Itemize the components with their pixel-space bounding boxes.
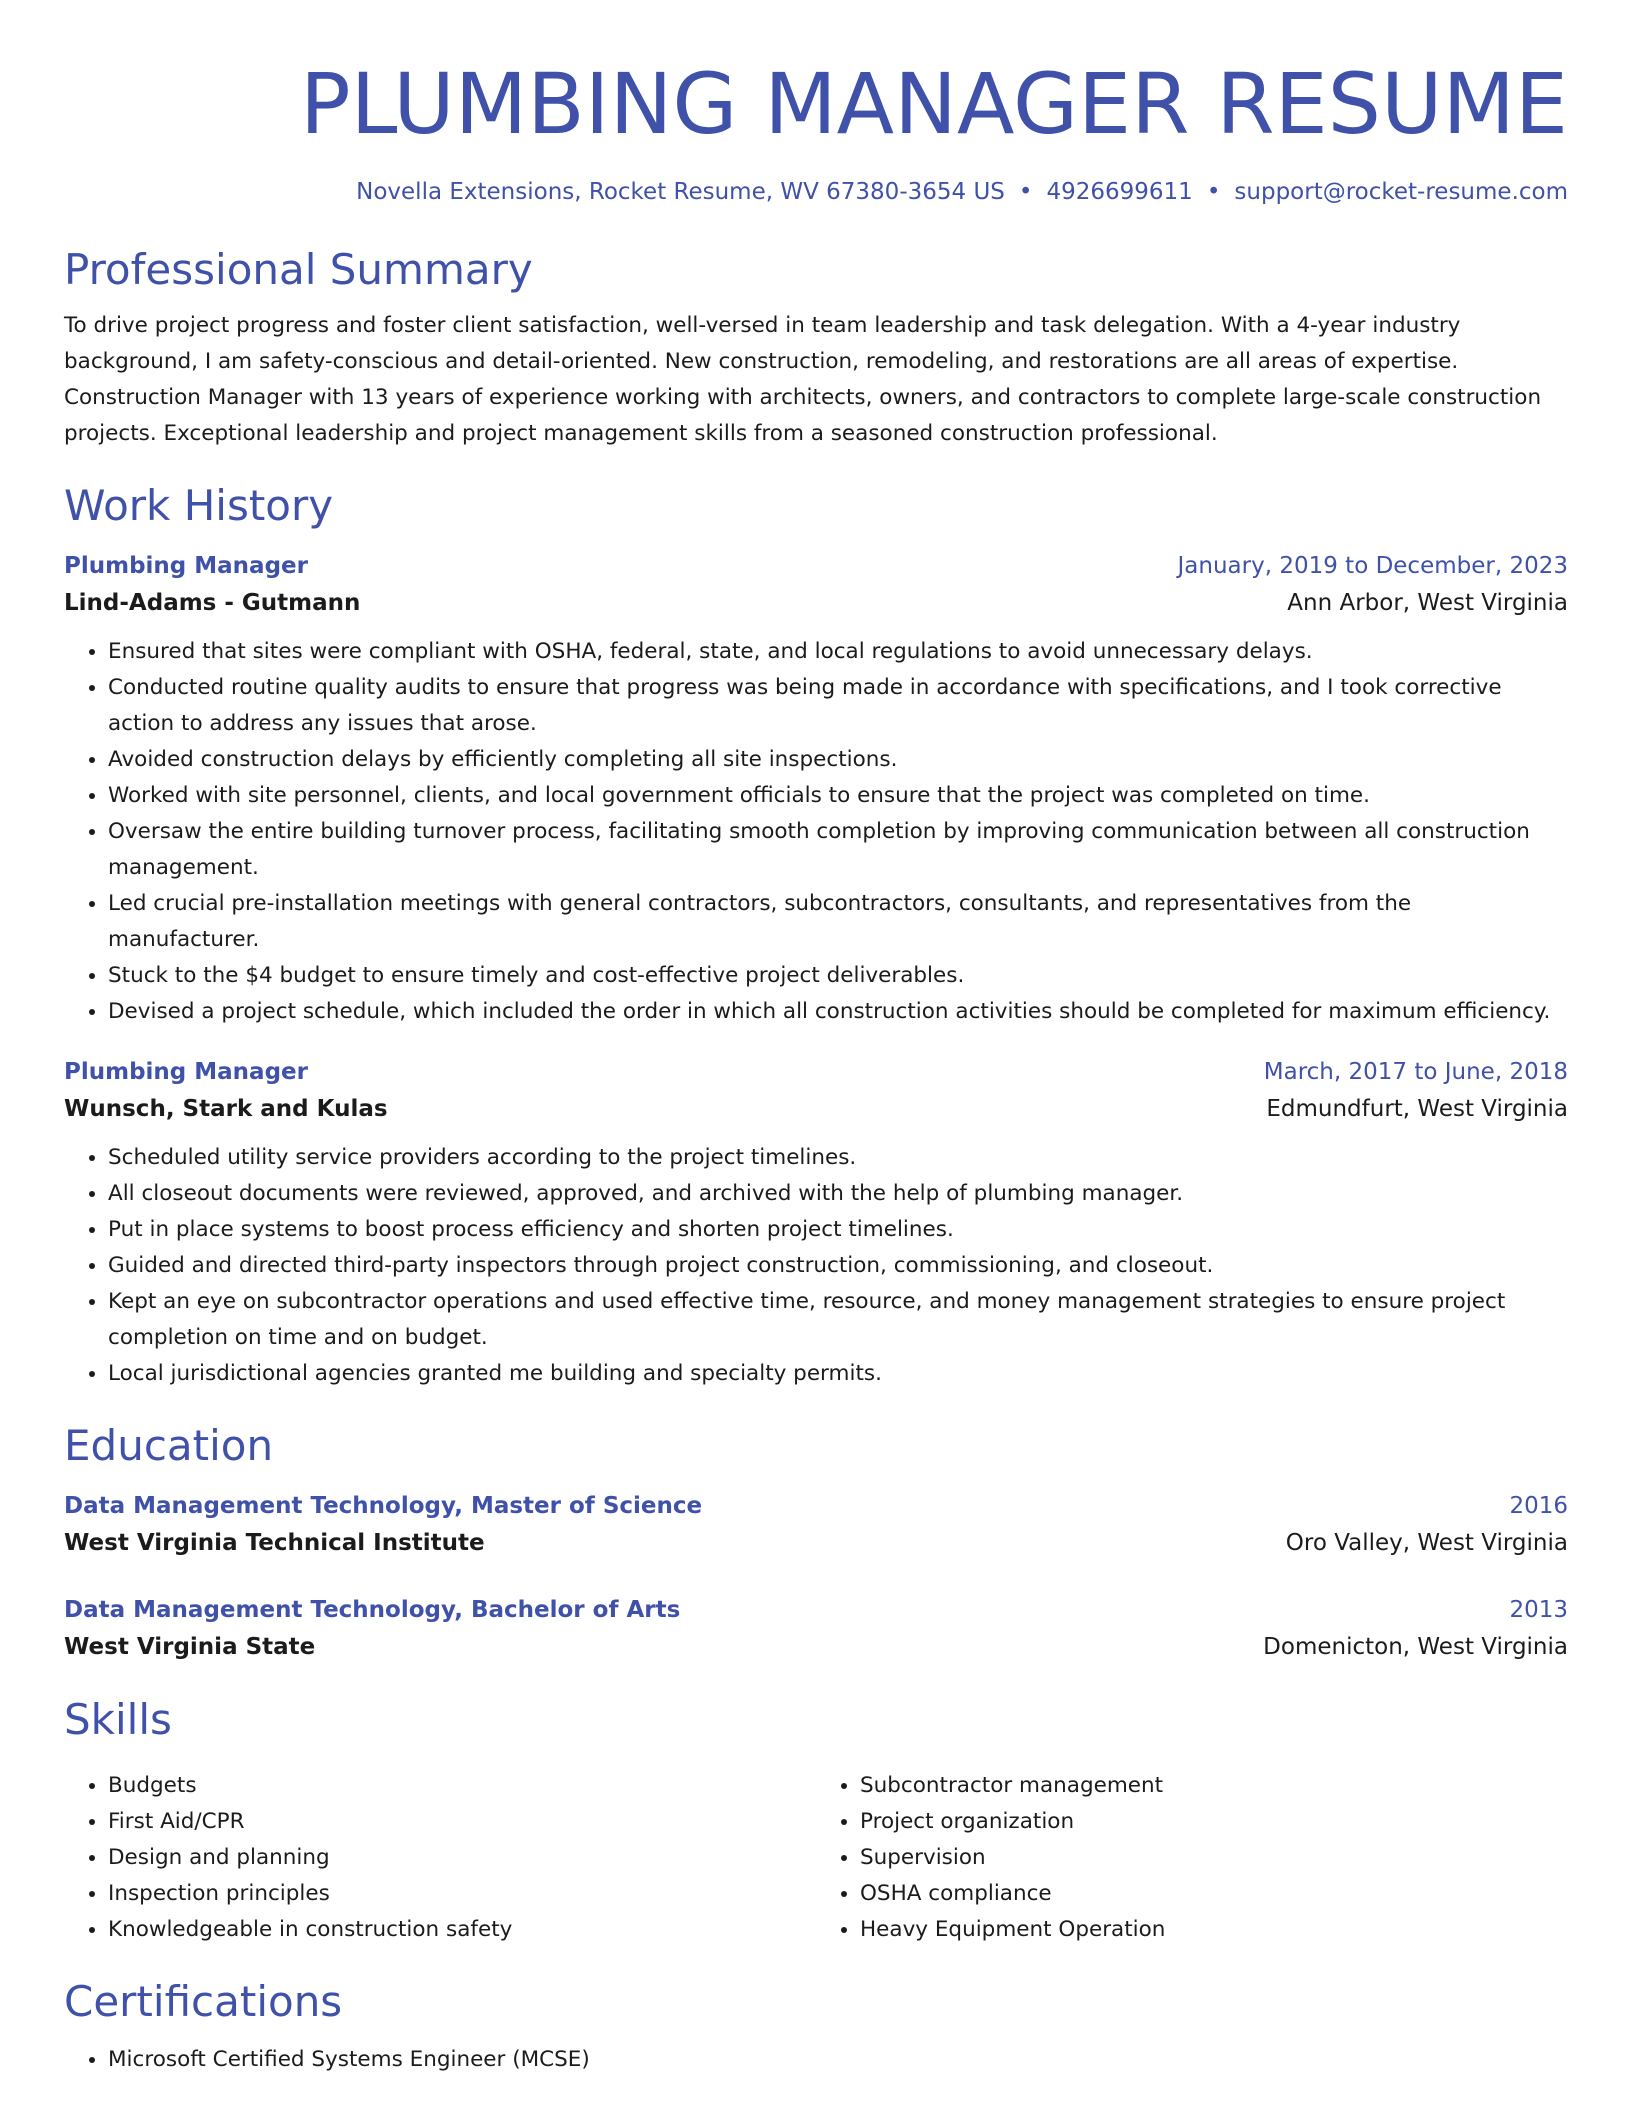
- certifications-heading: Certifications: [64, 1977, 343, 2026]
- skills-section: [64, 1692, 1568, 1948]
- education-entry: [64, 1592, 1568, 1666]
- certifications-section: [64, 1974, 1568, 2078]
- list-item: • All closeout documents were reviewed, approved, and archived with the help of plumbing manager.: [108, 1176, 1568, 1212]
- contact-email[interactable]: support@rocket-resume.com: [1234, 179, 1568, 205]
- list-item: • Project organization: [860, 1804, 1568, 1840]
- job-entry: [64, 548, 1568, 1030]
- job-company: Wunsch, Stark and Kulas: [64, 1096, 388, 1122]
- education-year: 2016: [1509, 1493, 1568, 1519]
- education-location: Domenicton, West Virginia: [1263, 1634, 1568, 1660]
- work-history-section: [64, 478, 1568, 1392]
- education-degree: Data Management Technology, Bachelor of Arts: [64, 1597, 681, 1623]
- list-item: • Ensured that sites were compliant with OSHA, federal, state, and local regulations to avoid unnecessary delays.: [108, 634, 1568, 670]
- summary-section: [64, 242, 1568, 452]
- job-role: Plumbing Manager: [64, 1059, 308, 1085]
- list-item: • Oversaw the entire building turnover process, facilitating smooth completion by improving communication between all construction management.: [108, 814, 1568, 886]
- job-location: Edmundfurt, West Virginia: [1266, 1096, 1568, 1122]
- resume-title: PLUMBING MANAGER RESUME: [299, 55, 1568, 153]
- education-section: [64, 1418, 1568, 1666]
- list-item: • Avoided construction delays by efficiently completing all site inspections.: [108, 742, 1568, 778]
- education-degree: Data Management Technology, Master of Science: [64, 1493, 703, 1519]
- skills-list-left: [64, 1768, 816, 1948]
- contact-line: [64, 176, 1568, 208]
- education-location: Oro Valley, West Virginia: [1285, 1530, 1568, 1556]
- resume-header: [64, 0, 1568, 208]
- education-school: West Virginia Technical Institute: [64, 1530, 485, 1556]
- work-history-heading: Work History: [64, 481, 334, 530]
- contact-separator: •: [1018, 179, 1033, 205]
- job-company: Lind-Adams - Gutmann: [64, 590, 361, 616]
- job-entry: [64, 1054, 1568, 1392]
- list-item: • Put in place systems to boost process efficiency and shorten project timelines.: [108, 1212, 1568, 1248]
- list-item: • Worked with site personnel, clients, and local government officials to ensure that the project was completed on time.: [108, 778, 1568, 814]
- certifications-list: [64, 2042, 1568, 2078]
- job-location: Ann Arbor, West Virginia: [1287, 590, 1568, 616]
- job-duties-list: [64, 634, 1568, 1030]
- education-year: 2013: [1509, 1597, 1568, 1623]
- list-item: • Led crucial pre-installation meetings with general contractors, subcontractors, consultants, and representatives from the manufacturer.: [108, 886, 1568, 958]
- list-item: • Inspection principles: [108, 1876, 816, 1912]
- skills-heading: Skills: [64, 1695, 172, 1744]
- list-item: • Knowledgeable in construction safety: [108, 1912, 816, 1948]
- list-item: • Kept an eye on subcontractor operations and used effective time, resource, and money management strategies to ensure project completion on time and on budget.: [108, 1284, 1568, 1356]
- education-heading: Education: [64, 1421, 274, 1470]
- contact-phone: 4926699611: [1046, 179, 1193, 205]
- list-item: • First Aid/CPR: [108, 1804, 816, 1840]
- list-item: • Devised a project schedule, which included the order in which all construction activities should be completed for maximum efficiency.: [108, 994, 1568, 1030]
- list-item: • Scheduled utility service providers according to the project timelines.: [108, 1140, 1568, 1176]
- list-item: • Local jurisdictional agencies granted me building and specialty permits.: [108, 1356, 1568, 1392]
- list-item: • Guided and directed third-party inspectors through project construction, commissioning, and closeout.: [108, 1248, 1568, 1284]
- job-role: Plumbing Manager: [64, 553, 308, 579]
- list-item: • Stuck to the $4 budget to ensure timely and cost-effective project deliverables.: [108, 958, 1568, 994]
- list-item: • Design and planning: [108, 1840, 816, 1876]
- skills-list-right: [816, 1768, 1568, 1948]
- contact-separator: •: [1206, 179, 1221, 205]
- contact-address: Novella Extensions, Rocket Resume, WV 67380-3654 US: [356, 179, 1005, 205]
- list-item: • Microsoft Certified Systems Engineer (MCSE): [108, 2042, 1568, 2078]
- job-duties-list: [64, 1140, 1568, 1392]
- list-item: • Subcontractor management: [860, 1768, 1568, 1804]
- summary-heading: Professional Summary: [64, 245, 533, 294]
- education-entry: [64, 1488, 1568, 1562]
- education-school: West Virginia State: [64, 1634, 316, 1660]
- list-item: • Budgets: [108, 1768, 816, 1804]
- list-item: • Conducted routine quality audits to ensure that progress was being made in accordance with specifications, and I took corrective action to address any issues that arose.: [108, 670, 1568, 742]
- summary-text: To drive project progress and foster client satisfaction, well-versed in team leadership and task delegation. With a 4-year industry background, I am safety-conscious and detail-oriented. New construction, remodeling, and restorations are all areas of expertise. Construction Manager with 13 years of experience working with architects, owners, and contractors to complete large-scale construction projects. Exceptional leadership and project management skills from a seasoned construction professional.: [64, 313, 1542, 446]
- list-item: • OSHA compliance: [860, 1876, 1568, 1912]
- list-item: • Heavy Equipment Operation: [860, 1912, 1568, 1948]
- list-item: • Supervision: [860, 1840, 1568, 1876]
- skills-columns: [64, 1756, 1568, 1948]
- job-dates: January, 2019 to December, 2023: [1177, 553, 1568, 579]
- job-dates: March, 2017 to June, 2018: [1263, 1059, 1568, 1085]
